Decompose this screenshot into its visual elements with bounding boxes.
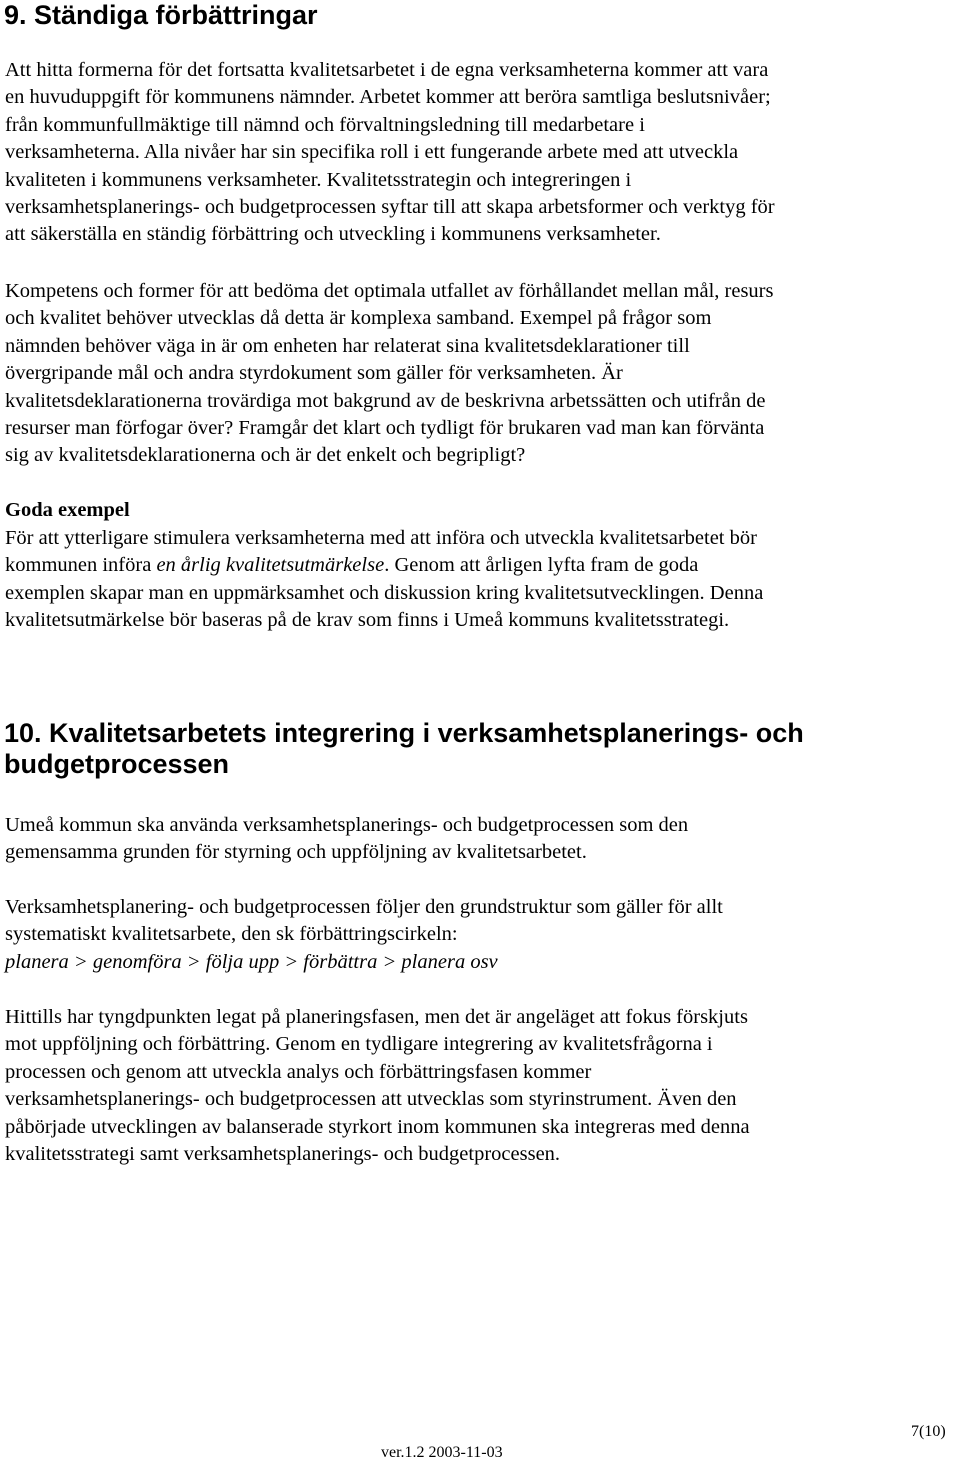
text-line: Verksamhetsplanering- och budgetprocessen följer den grundstruktur som gäller för allt: [5, 896, 723, 918]
text-line: kvalitetsutmärkelse bör baseras på de krav som finns i Umeå kommuns kvalitetsstrategi.: [5, 609, 730, 632]
text-line: Hittills har tyngdpunkten legat på planeringsfasen, men det är angeläget att fokus förskjuts: [5, 1006, 748, 1028]
text-line: Kompetens och former för att bedöma det optimala utfallet av förhållandet mellan mål, resurs: [5, 280, 774, 302]
section-10-paragraph-1: [5, 812, 940, 867]
text-line: gemensamma grunden för styrning och uppföljning av kvalitetsarbetet.: [5, 841, 587, 864]
heading-line: 10. Kvalitetsarbetets integrering i verksamhetsplanerings- och: [4, 718, 804, 748]
text-line: verksamhetsplanerings- och budgetprocessen att utvecklas som styrinstrument. Även den: [5, 1088, 737, 1111]
text-line: att säkerställa en ständig förbättring och utveckling i kommunens verksamheter.: [5, 223, 661, 246]
section-9-heading: 9. Ständiga förbättringar: [4, 0, 318, 30]
text-fragment: kommunen införa: [5, 554, 157, 577]
text-line: kvalitetsstrategi samt verksamhetsplanerings- och budgetprocessen.: [5, 1143, 561, 1166]
heading-line: budgetprocessen: [4, 749, 230, 779]
text-line: Umeå kommun ska använda verksamhetsplanerings- och budgetprocessen som den: [5, 814, 689, 836]
section-10-paragraph-3: [5, 1004, 940, 1168]
text-line: verksamheterna. Alla nivåer har sin specifika roll i ett fungerande arbete med att utveckla: [5, 141, 739, 164]
text-line: Att hitta formerna för det fortsatta kvalitetsarbetet i de egna verksamheterna kommer att vara: [5, 59, 769, 81]
text-line: mot uppföljning och förbättring. Genom en tydligare integrering av kvalitetsfrågorna i: [5, 1033, 713, 1056]
section-9-paragraph-2: [5, 278, 940, 470]
section-10-paragraph-2: [5, 894, 940, 976]
text-fragment: . Genom att årligen lyfta fram de goda: [384, 554, 699, 577]
text-line: en huvuduppgift för kommunens nämnder. Arbetet kommer att beröra samtliga beslutsnivåer;: [5, 86, 771, 109]
section-9-paragraph-3: [5, 525, 940, 635]
section-10-heading: [4, 718, 804, 780]
text-line: sig av kvalitetsdeklarationerna och är det enkelt och begripligt?: [5, 444, 526, 467]
text-line: exemplen skapar man en uppmärksamhet och diskussion kring kvalitetsutvecklingen. Denna: [5, 581, 764, 604]
text-line: [5, 552, 940, 579]
text-line: processen och genom att utveckla analys och förbättringsfasen kommer: [5, 1060, 592, 1083]
text-line: och kvalitet behöver utvecklas då detta är komplexa samband. Exempel på frågor som: [5, 307, 712, 330]
text-line: resurser man förfogar över? Framgår det klart och tydligt för brukaren vad man kan förvänta: [5, 417, 765, 440]
text-line: nämnden behöver väga in är om enheten har relaterat sina kvalitetsdeklarationer till: [5, 334, 690, 357]
page-number: 7(10): [911, 1423, 946, 1440]
text-line: För att ytterligare stimulera verksamheterna med att införa och utveckla kvalitetsarbetet bör: [5, 527, 757, 549]
text-line: påbörjade utvecklingen av balanserade styrkort inom kommunen ska integreras med denna: [5, 1115, 750, 1138]
section-9-paragraph-1: [5, 57, 940, 249]
good-examples-subheading: Goda exempel: [5, 499, 130, 521]
text-line: systematiskt kvalitetsarbete, den sk förbättringscirkeln:: [5, 923, 458, 946]
text-line: från kommunfullmäktige till nämnd och förvaltningsledning till medarbetare i: [5, 113, 645, 136]
version-footer: ver.1.2 2003-11-03: [381, 1444, 503, 1461]
text-line: kvaliteten i kommunens verksamheter. Kvalitetsstrategin och integreringen i: [5, 168, 632, 191]
text-line: övergripande mål och andra styrdokument som gäller för verksamheten. Är: [5, 362, 623, 385]
text-line: verksamhetsplanerings- och budgetprocessen syftar till att skapa arbetsformer och verktyg för: [5, 196, 775, 219]
award-emphasis: en årlig kvalitetsutmärkelse: [156, 554, 385, 577]
text-line: kvalitetsdeklarationerna trovärdiga mot bakgrund av de beskrivna arbetssätten och utifrån de: [5, 389, 766, 412]
improvement-cycle: planera > genomföra > följa upp > förbättra > planera osv: [5, 950, 498, 973]
